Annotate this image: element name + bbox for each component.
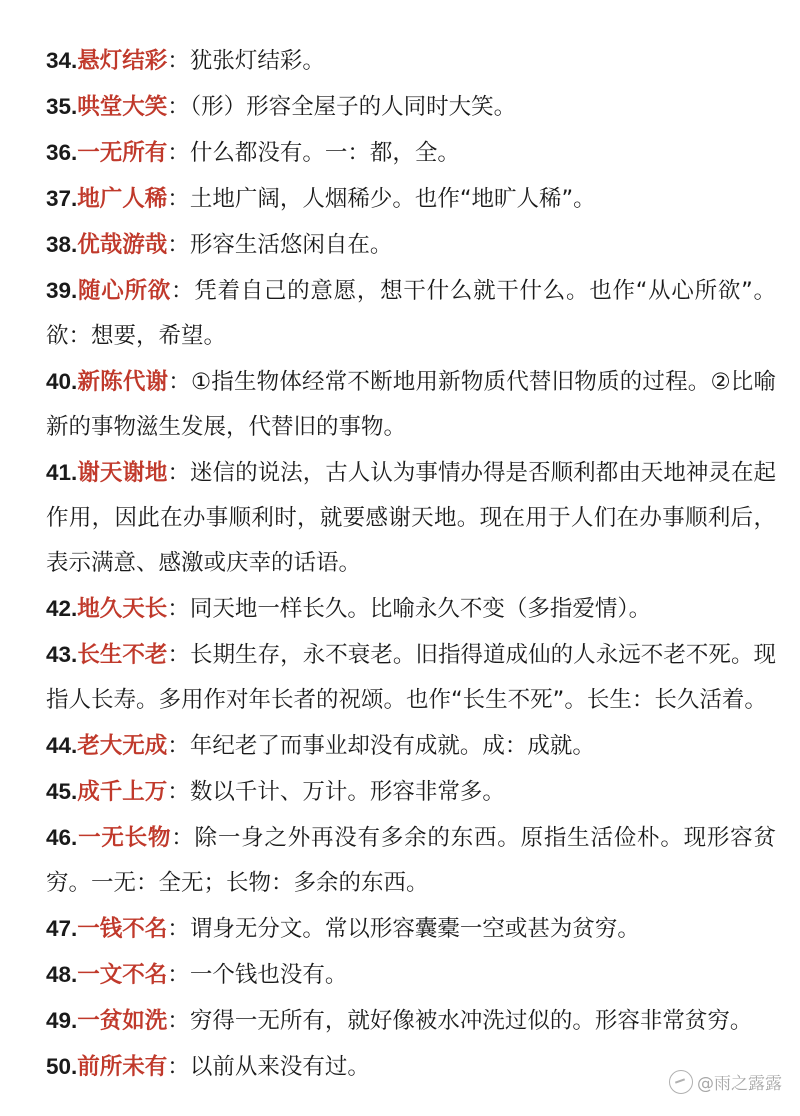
entry-number: 42. [46, 596, 78, 621]
entry-number: 48. [46, 962, 78, 987]
idiom-definition: 犹张灯结彩。 [189, 48, 325, 74]
idiom-term: 谢天谢地 [77, 460, 168, 486]
idiom-entry [46, 632, 776, 723]
idiom-term: 长生不老 [77, 642, 168, 668]
idiom-entry [46, 38, 776, 84]
entry-number: 46. [46, 825, 78, 850]
entry-number: 49. [46, 1008, 78, 1033]
idiom-term: 一钱不名 [77, 916, 168, 942]
idiom-definition: 穷得一无所有，就好像被水冲洗过似的。形容非常贫穷。 [189, 1008, 753, 1034]
entry-colon: ： [167, 779, 190, 805]
idiom-term: 悬灯结彩 [77, 48, 168, 74]
entry-number: 44. [46, 733, 78, 758]
entry-colon: ： [167, 140, 190, 166]
idiom-term: 一文不名 [77, 962, 168, 988]
idiom-definition: （形）形容全屋子的人同时大笑。 [189, 94, 517, 120]
entry-colon: ： [168, 369, 191, 395]
entry-colon: ： [167, 232, 190, 258]
idiom-entry [46, 268, 776, 359]
idiom-definition: ①指生物体经常不断地用新物质代替旧物质的过程。②比喻新的事物滋生发展，代替旧的事物。 [46, 369, 776, 440]
entry-colon: ： [171, 825, 195, 851]
idiom-entry [46, 998, 776, 1044]
entry-number: 41. [46, 460, 78, 485]
idiom-term: 优哉游哉 [77, 232, 168, 258]
entry-colon: ： [167, 642, 191, 668]
entry-colon: ： [167, 916, 190, 942]
idiom-term: 一贫如洗 [77, 1008, 168, 1034]
entry-colon: ： [167, 94, 190, 120]
idiom-definition: 年纪老了而事业却没有成就。成：成就。 [189, 733, 595, 759]
entry-number: 50. [46, 1054, 78, 1079]
idiom-definition: 除一身之外再没有多余的东西。原指生活俭朴。现形容贫穷。一无：全无；长物：多余的东西。 [46, 825, 776, 896]
idiom-term: 新陈代谢 [77, 369, 169, 395]
entry-colon: ： [167, 1054, 190, 1080]
idiom-definition: 迷信的说法，古人认为事情办得是否顺利都由天地神灵在起作用，因此在办事顺利时，就要感谢天地。现在用于人们在办事顺利后，表示满意、感激或庆幸的话语。 [46, 460, 776, 576]
entry-colon: ： [167, 733, 190, 759]
idiom-entry [46, 130, 776, 176]
idiom-entry [46, 586, 776, 632]
idiom-entry [46, 222, 776, 268]
entry-number: 36. [46, 140, 78, 165]
idiom-term: 一无所有 [77, 140, 168, 166]
entry-colon: ： [167, 48, 190, 74]
watermark-text: @雨之露露 [697, 1074, 782, 1094]
idiom-term: 前所未有 [77, 1054, 168, 1080]
entry-number: 43. [46, 642, 78, 667]
idiom-definition: 同天地一样长久。比喻永久不变（多指爱情）。 [189, 596, 652, 622]
entry-colon: ： [167, 962, 190, 988]
idiom-definition: 一个钱也没有。 [189, 962, 348, 988]
idiom-definition: 什么都没有。一：都，全。 [189, 140, 460, 166]
idiom-term: 成千上万 [77, 779, 168, 805]
entry-colon: ： [167, 1008, 190, 1034]
entry-colon: ： [167, 460, 191, 486]
idiom-entry [46, 450, 776, 586]
idiom-entry [46, 176, 776, 222]
idiom-entry [46, 815, 776, 906]
idiom-entry [46, 952, 776, 998]
idiom-term: 地久天长 [77, 596, 168, 622]
entry-number: 38. [46, 232, 78, 257]
idiom-list [46, 38, 776, 1090]
idiom-definition: 谓身无分文。常以形容囊橐一空或甚为贫穷。 [189, 916, 640, 942]
idiom-definition: 形容生活悠闲自在。 [189, 232, 393, 258]
watermark-logo-icon [669, 1070, 693, 1094]
idiom-term: 随心所欲 [77, 278, 171, 304]
idiom-definition: 凭着自己的意愿，想干什么就干什么。也作“从心所欲”。欲：想要，希望。 [46, 278, 776, 349]
idiom-entry [46, 906, 776, 952]
idiom-term: 地广人稀 [77, 186, 168, 212]
entry-number: 45. [46, 779, 78, 804]
idiom-definition: 以前从来没有过。 [189, 1054, 370, 1080]
entry-number: 34. [46, 48, 78, 73]
idiom-entry [46, 723, 776, 769]
idiom-definition: 长期生存，永不衰老。旧指得道成仙的人永远不老不死。现指人长寿。多用作对年长者的祝颂。也作“长生不死”。长生：长久活着。 [46, 642, 776, 713]
entry-number: 35. [46, 94, 78, 119]
entry-colon: ： [167, 186, 190, 212]
idiom-term: 哄堂大笑 [77, 94, 168, 120]
idiom-entry [46, 769, 776, 815]
idiom-definition: 数以千计、万计。形容非常多。 [189, 779, 505, 805]
watermark [669, 1069, 782, 1094]
idiom-entry [46, 359, 776, 450]
entry-number: 40. [46, 369, 78, 394]
idiom-definition: 土地广阔，人烟稀少。也作“地旷人稀”。 [189, 186, 596, 212]
entry-number: 39. [46, 278, 78, 303]
idiom-entry [46, 1044, 776, 1090]
entry-colon: ： [167, 596, 190, 622]
entry-colon: ： [170, 278, 195, 304]
entry-number: 37. [46, 186, 78, 211]
idiom-term: 老大无成 [77, 733, 168, 759]
idiom-term: 一无长物 [77, 825, 172, 851]
entry-number: 47. [46, 916, 78, 941]
idiom-entry [46, 84, 776, 130]
